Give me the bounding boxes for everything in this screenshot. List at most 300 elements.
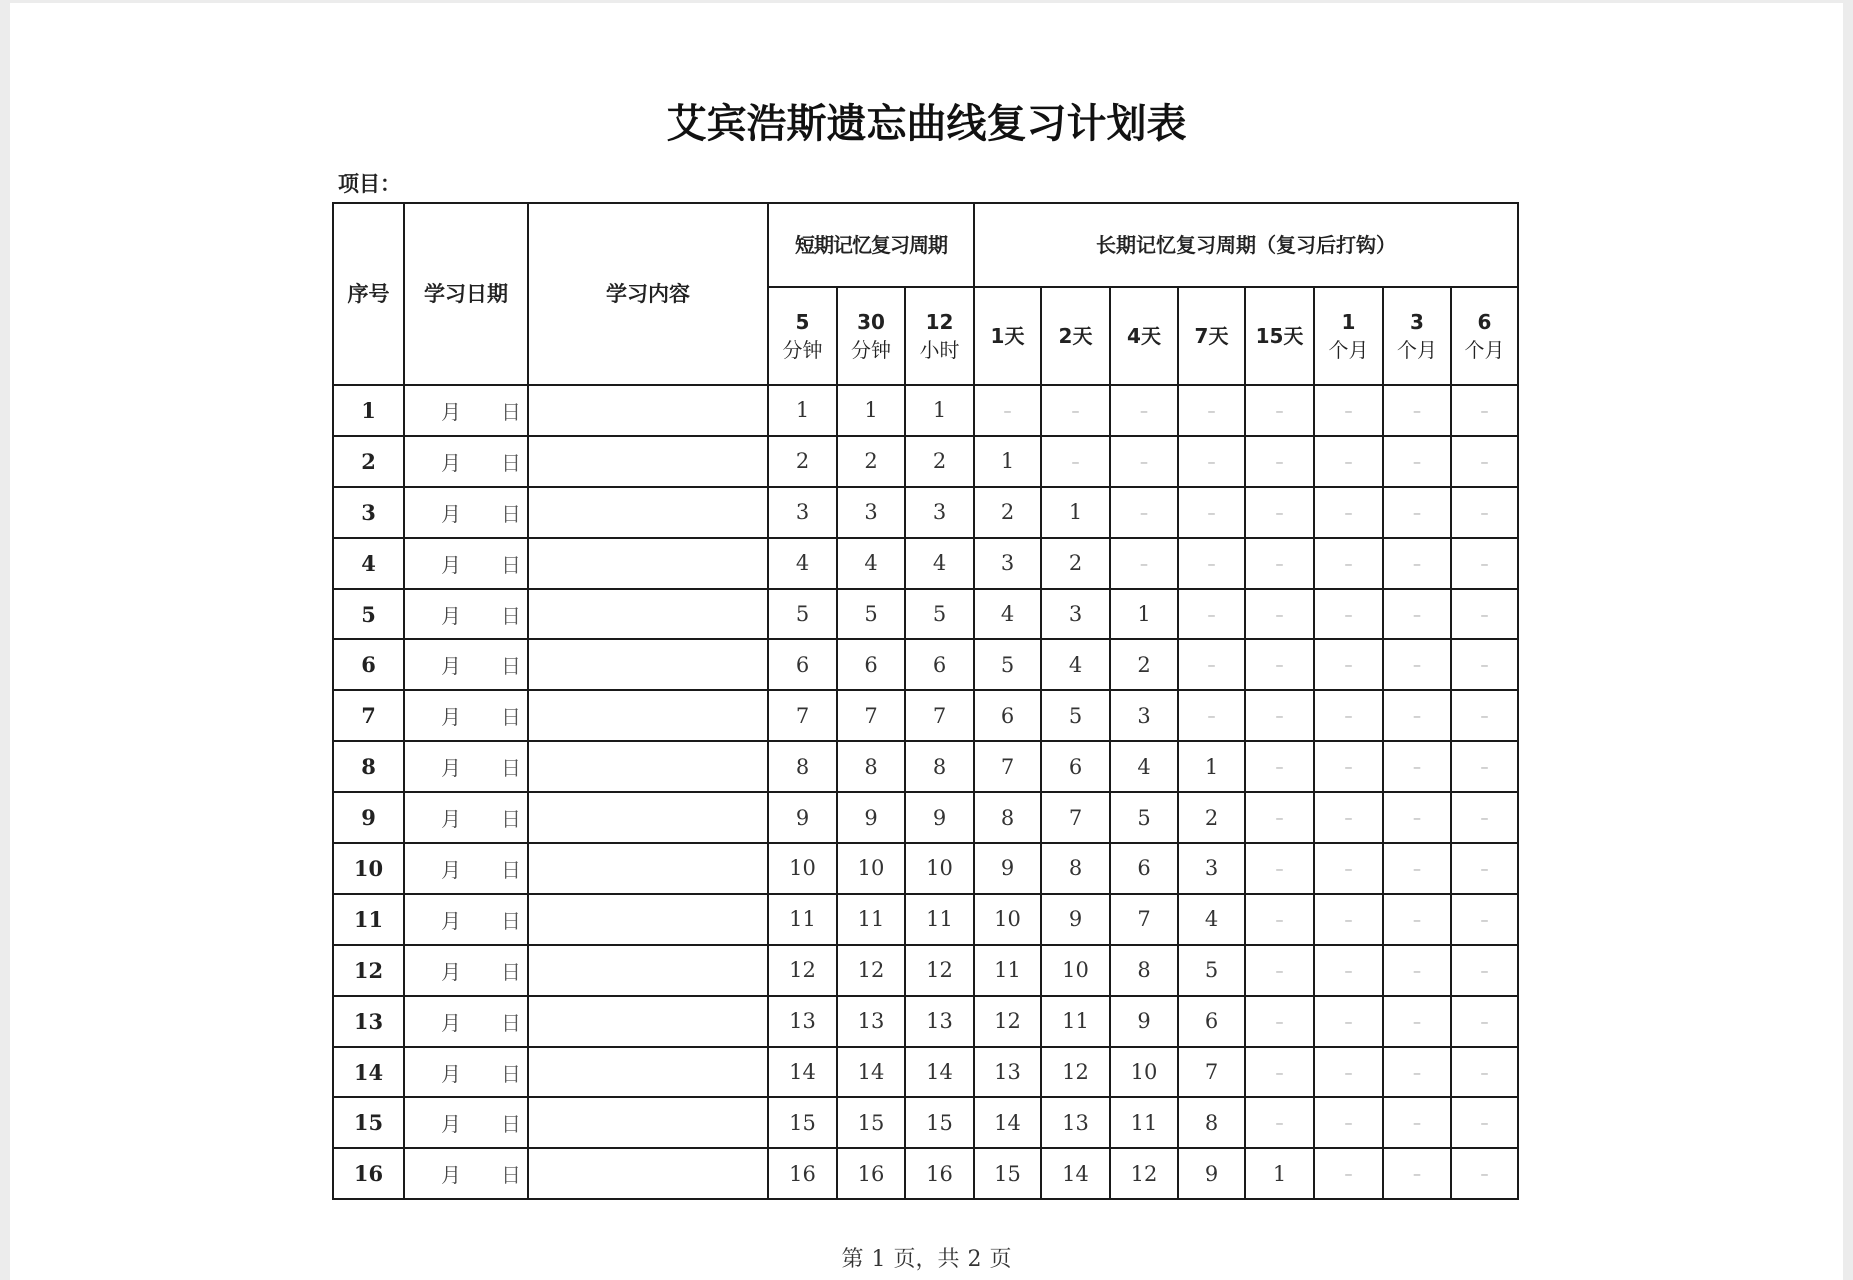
study-content-cell[interactable]	[528, 843, 768, 894]
table-row	[333, 538, 1518, 589]
review-cell[interactable]: 2	[1178, 792, 1245, 843]
review-cell[interactable]: –	[1314, 639, 1383, 690]
review-cell[interactable]: 5	[1178, 945, 1245, 996]
review-cell[interactable]: –	[1451, 436, 1518, 487]
month-label: 月	[441, 501, 461, 526]
review-cell[interactable]: –	[1314, 538, 1383, 589]
day-label: 日	[501, 654, 521, 679]
review-cell[interactable]: –	[1245, 639, 1314, 690]
study-date-cell[interactable]	[404, 1148, 528, 1199]
review-cell[interactable]: –	[1451, 538, 1518, 589]
study-date-cell[interactable]	[404, 589, 528, 640]
review-cell[interactable]: –	[1383, 1047, 1451, 1098]
study-date-cell[interactable]	[404, 690, 528, 741]
study-date-cell[interactable]	[404, 1097, 528, 1148]
day-label: 日	[501, 450, 521, 475]
review-cell[interactable]: 11	[974, 945, 1041, 996]
header-interval-long-term-cols-4	[1245, 287, 1314, 385]
review-cell[interactable]: –	[1451, 792, 1518, 843]
review-cell[interactable]: 10	[974, 894, 1041, 945]
review-cell[interactable]: –	[1451, 385, 1518, 436]
seq-cell: 9	[333, 792, 404, 843]
table-row	[333, 1047, 1518, 1098]
table-row	[333, 996, 1518, 1047]
page-mid: 页，共	[893, 1247, 960, 1272]
review-cell[interactable]: 2	[974, 487, 1041, 538]
table-row	[333, 1097, 1518, 1148]
seq-cell: 11	[333, 894, 404, 945]
interval-top: 6	[1477, 310, 1492, 334]
review-cell[interactable]: 10	[1110, 1047, 1178, 1098]
study-date-cell[interactable]	[404, 639, 528, 690]
review-cell: 8	[837, 741, 905, 792]
review-cell[interactable]: 8	[1041, 843, 1110, 894]
study-content-cell[interactable]	[528, 1047, 768, 1098]
study-date-cell[interactable]	[404, 792, 528, 843]
interval-bottom: 分钟	[851, 338, 891, 362]
review-cell: 4	[837, 538, 905, 589]
study-content-cell[interactable]	[528, 1097, 768, 1148]
review-cell[interactable]: 7	[1041, 792, 1110, 843]
table-row	[333, 945, 1518, 996]
review-cell[interactable]: –	[1110, 436, 1178, 487]
review-cell[interactable]: –	[1314, 741, 1383, 792]
header-seq: 序号	[333, 203, 404, 385]
review-cell: 9	[905, 792, 974, 843]
review-cell[interactable]: –	[1451, 1097, 1518, 1148]
review-cell[interactable]: –	[1451, 589, 1518, 640]
interval-bottom: 个月	[1397, 338, 1438, 362]
day-label: 日	[501, 959, 521, 984]
review-cell[interactable]: –	[1314, 436, 1383, 487]
month-label: 月	[441, 959, 461, 984]
review-cell[interactable]: –	[1314, 589, 1383, 640]
review-cell[interactable]: 1	[1110, 589, 1178, 640]
review-cell[interactable]: –	[1245, 996, 1314, 1047]
month-label: 月	[441, 908, 461, 933]
study-content-cell[interactable]	[528, 436, 768, 487]
review-cell[interactable]: 1	[974, 436, 1041, 487]
page-prefix: 第	[841, 1247, 864, 1272]
study-date-cell[interactable]	[404, 436, 528, 487]
review-cell: 6	[768, 639, 837, 690]
review-cell: 8	[768, 741, 837, 792]
review-cell[interactable]: 4	[1110, 741, 1178, 792]
header-interval-long-term-cols-2	[1110, 287, 1178, 385]
review-cell[interactable]: 10	[1041, 945, 1110, 996]
review-cell[interactable]: –	[1314, 385, 1383, 436]
review-cell[interactable]: –	[1245, 894, 1314, 945]
review-cell: 5	[837, 589, 905, 640]
page-indicator	[0, 1242, 1853, 1273]
review-cell[interactable]: –	[1383, 996, 1451, 1047]
month-label: 月	[441, 1010, 461, 1035]
project-label: 项目：	[338, 172, 401, 196]
review-cell: 15	[905, 1097, 974, 1148]
review-cell[interactable]: 1	[1041, 487, 1110, 538]
review-cell[interactable]: –	[1110, 385, 1178, 436]
review-cell[interactable]: –	[1245, 1097, 1314, 1148]
review-cell[interactable]: 1	[1245, 1148, 1314, 1199]
review-cell: 6	[837, 639, 905, 690]
seq-cell: 3	[333, 487, 404, 538]
study-content-cell[interactable]	[528, 538, 768, 589]
review-cell[interactable]: –	[1245, 385, 1314, 436]
seq-cell: 12	[333, 945, 404, 996]
header-interval-short-term-cols-2	[905, 287, 974, 385]
header-short-term-group: 短期记忆复习周期	[768, 203, 974, 287]
day-label: 日	[501, 1163, 521, 1188]
review-cell[interactable]: 12	[1041, 1047, 1110, 1098]
review-cell[interactable]: 11	[1110, 1097, 1178, 1148]
review-cell[interactable]: –	[1314, 487, 1383, 538]
review-cell: 13	[905, 996, 974, 1047]
review-cell: 11	[768, 894, 837, 945]
header-interval-short-term-cols-1	[837, 287, 905, 385]
review-cell: 1	[768, 385, 837, 436]
review-cell: 6	[905, 639, 974, 690]
review-cell: 7	[768, 690, 837, 741]
table-row	[333, 792, 1518, 843]
review-cell[interactable]: 6	[1041, 741, 1110, 792]
review-cell[interactable]: –	[1383, 741, 1451, 792]
seq-cell: 6	[333, 639, 404, 690]
review-cell[interactable]: 2	[1110, 639, 1178, 690]
day-label: 日	[501, 552, 521, 577]
day-label: 日	[501, 857, 521, 882]
interval-top: 4天	[1127, 324, 1161, 348]
review-cell: 5	[768, 589, 837, 640]
review-cell[interactable]: –	[1178, 639, 1245, 690]
review-cell[interactable]: 4	[974, 589, 1041, 640]
study-date-cell[interactable]	[404, 487, 528, 538]
day-label: 日	[501, 1010, 521, 1035]
review-cell[interactable]: –	[1314, 945, 1383, 996]
review-cell: 15	[768, 1097, 837, 1148]
review-cell[interactable]: 15	[974, 1148, 1041, 1199]
seq-cell: 16	[333, 1148, 404, 1199]
review-cell[interactable]: –	[1178, 589, 1245, 640]
month-label: 月	[441, 1112, 461, 1137]
study-date-cell[interactable]	[404, 945, 528, 996]
review-cell[interactable]: 4	[1178, 894, 1245, 945]
review-cell[interactable]: –	[1178, 436, 1245, 487]
header-interval-long-term-cols-1	[1041, 287, 1110, 385]
interval-top: 1天	[990, 324, 1025, 348]
review-cell[interactable]: –	[1178, 538, 1245, 589]
header-long-term-group: 长期记忆复习周期（复习后打钩）	[974, 203, 1518, 287]
month-label: 月	[441, 450, 461, 475]
interval-bottom: 个月	[1328, 338, 1369, 362]
review-cell[interactable]: 11	[1041, 996, 1110, 1047]
seq-cell: 8	[333, 741, 404, 792]
review-cell[interactable]: 13	[1041, 1097, 1110, 1148]
interval-top: 5	[795, 310, 810, 334]
header-study-date: 学习日期	[404, 203, 528, 385]
review-cell[interactable]: –	[1451, 741, 1518, 792]
interval-top: 3	[1410, 310, 1424, 334]
interval-top: 30	[857, 310, 885, 334]
review-cell[interactable]: 5	[1110, 792, 1178, 843]
table-row	[333, 741, 1518, 792]
review-cell[interactable]: –	[1383, 487, 1451, 538]
review-cell[interactable]: –	[1041, 436, 1110, 487]
review-cell: 16	[837, 1148, 905, 1199]
total-pages: 2	[967, 1247, 982, 1272]
review-cell[interactable]: –	[1451, 996, 1518, 1047]
header-interval-long-term-cols-7	[1451, 287, 1518, 385]
review-cell[interactable]: –	[1383, 589, 1451, 640]
review-cell[interactable]: –	[1451, 843, 1518, 894]
review-cell[interactable]: –	[1451, 487, 1518, 538]
review-cell[interactable]: –	[1245, 843, 1314, 894]
review-cell[interactable]: 9	[974, 843, 1041, 894]
review-cell: 14	[768, 1047, 837, 1098]
review-cell[interactable]: –	[1383, 690, 1451, 741]
review-cell[interactable]: 7	[974, 741, 1041, 792]
review-cell[interactable]: –	[1314, 792, 1383, 843]
study-content-cell[interactable]	[528, 945, 768, 996]
review-cell[interactable]: –	[1383, 792, 1451, 843]
review-cell[interactable]: –	[1314, 1097, 1383, 1148]
interval-top: 12	[925, 310, 954, 334]
review-cell[interactable]: –	[1245, 538, 1314, 589]
review-cell[interactable]: 5	[974, 639, 1041, 690]
review-cell: 3	[905, 487, 974, 538]
review-cell[interactable]: 1	[1178, 741, 1245, 792]
study-content-cell[interactable]	[528, 639, 768, 690]
review-cell[interactable]: 2	[1041, 538, 1110, 589]
seq-cell: 14	[333, 1047, 404, 1098]
review-cell[interactable]: –	[1383, 436, 1451, 487]
month-label: 月	[441, 1163, 461, 1188]
review-cell: 16	[905, 1148, 974, 1199]
review-cell[interactable]: 9	[1110, 996, 1178, 1047]
review-cell[interactable]: –	[1110, 538, 1178, 589]
study-date-cell[interactable]	[404, 894, 528, 945]
month-label: 月	[441, 552, 461, 577]
review-cell[interactable]: –	[1451, 1148, 1518, 1199]
review-cell[interactable]: –	[1451, 1047, 1518, 1098]
review-cell[interactable]: 8	[1110, 945, 1178, 996]
review-cell[interactable]: 3	[974, 538, 1041, 589]
review-cell[interactable]: 3	[1110, 690, 1178, 741]
interval-top: 1	[1341, 310, 1356, 334]
review-cell[interactable]: 3	[1041, 589, 1110, 640]
table-body	[333, 385, 1518, 1199]
review-cell[interactable]: –	[1383, 639, 1451, 690]
review-cell[interactable]: –	[1383, 894, 1451, 945]
review-cell[interactable]: –	[1383, 945, 1451, 996]
study-content-cell[interactable]	[528, 690, 768, 741]
table-row	[333, 385, 1518, 436]
review-cell[interactable]: –	[1245, 741, 1314, 792]
seq-cell: 13	[333, 996, 404, 1047]
seq-cell: 2	[333, 436, 404, 487]
header-interval-long-term-cols-6	[1383, 287, 1451, 385]
header-interval-long-term-cols-0	[974, 287, 1041, 385]
review-cell: 11	[905, 894, 974, 945]
review-cell[interactable]: –	[1110, 487, 1178, 538]
review-cell[interactable]: 6	[1110, 843, 1178, 894]
review-cell[interactable]: 5	[1041, 690, 1110, 741]
review-cell: 10	[905, 843, 974, 894]
review-cell[interactable]: –	[1383, 1097, 1451, 1148]
seq-cell: 5	[333, 589, 404, 640]
review-cell[interactable]: 8	[974, 792, 1041, 843]
seq-cell: 7	[333, 690, 404, 741]
study-content-cell[interactable]	[528, 741, 768, 792]
study-content-cell[interactable]	[528, 589, 768, 640]
study-date-cell[interactable]	[404, 385, 528, 436]
study-content-cell[interactable]	[528, 894, 768, 945]
review-cell: 7	[837, 690, 905, 741]
header-interval-long-term-cols-3	[1178, 287, 1245, 385]
review-cell[interactable]: –	[1178, 487, 1245, 538]
month-label: 月	[441, 654, 461, 679]
study-date-cell[interactable]	[404, 538, 528, 589]
review-cell[interactable]: –	[1245, 589, 1314, 640]
review-cell: 10	[837, 843, 905, 894]
study-date-cell[interactable]	[404, 741, 528, 792]
review-cell: 11	[837, 894, 905, 945]
seq-cell: 4	[333, 538, 404, 589]
month-label: 月	[441, 1061, 461, 1086]
review-cell: 13	[768, 996, 837, 1047]
seq-cell: 1	[333, 385, 404, 436]
review-cell[interactable]: –	[1451, 639, 1518, 690]
review-cell[interactable]: 9	[1041, 894, 1110, 945]
review-cell[interactable]: –	[1314, 1047, 1383, 1098]
review-cell[interactable]: 14	[974, 1097, 1041, 1148]
seq-cell: 15	[333, 1097, 404, 1148]
study-content-cell[interactable]	[528, 792, 768, 843]
study-date-cell[interactable]	[404, 1047, 528, 1098]
review-cell[interactable]: 12	[1110, 1148, 1178, 1199]
seq-cell: 10	[333, 843, 404, 894]
review-cell: 3	[768, 487, 837, 538]
month-label: 月	[441, 857, 461, 882]
review-cell[interactable]: –	[1383, 538, 1451, 589]
interval-bottom: 个月	[1464, 338, 1505, 362]
review-cell: 14	[905, 1047, 974, 1098]
review-cell[interactable]: 3	[1178, 843, 1245, 894]
day-label: 日	[501, 705, 521, 730]
review-cell[interactable]: –	[974, 385, 1041, 436]
study-content-cell[interactable]	[528, 487, 768, 538]
current-page: 1	[871, 1247, 886, 1272]
review-cell[interactable]: –	[1245, 487, 1314, 538]
day-label: 日	[501, 908, 521, 933]
review-cell: 2	[905, 436, 974, 487]
review-cell: 9	[837, 792, 905, 843]
interval-top: 7天	[1194, 324, 1229, 348]
month-label: 月	[441, 807, 461, 832]
review-cell: 1	[837, 385, 905, 436]
review-cell[interactable]: –	[1178, 690, 1245, 741]
day-label: 日	[501, 1061, 521, 1086]
interval-top: 2天	[1058, 324, 1093, 348]
review-cell[interactable]: –	[1451, 945, 1518, 996]
day-label: 日	[501, 603, 521, 628]
interval-bottom: 小时	[919, 338, 960, 362]
review-schedule-table	[332, 202, 1519, 1200]
day-label: 日	[501, 1112, 521, 1137]
review-cell[interactable]: 12	[974, 996, 1041, 1047]
review-cell[interactable]: 13	[974, 1047, 1041, 1098]
review-cell[interactable]: –	[1383, 843, 1451, 894]
page-title: 艾宾浩斯遗忘曲线复习计划表	[666, 101, 1187, 147]
review-cell[interactable]: –	[1245, 690, 1314, 741]
review-cell: 4	[768, 538, 837, 589]
review-cell: 4	[905, 538, 974, 589]
review-cell: 14	[837, 1047, 905, 1098]
day-label: 日	[501, 501, 521, 526]
review-cell[interactable]: –	[1314, 1148, 1383, 1199]
study-content-cell[interactable]	[528, 996, 768, 1047]
review-cell: 15	[837, 1097, 905, 1148]
table-row	[333, 894, 1518, 945]
review-cell: 9	[768, 792, 837, 843]
review-cell[interactable]: –	[1383, 1148, 1451, 1199]
review-cell[interactable]: –	[1314, 996, 1383, 1047]
review-cell[interactable]: –	[1245, 792, 1314, 843]
table-row	[333, 690, 1518, 741]
review-cell[interactable]: 6	[974, 690, 1041, 741]
review-cell[interactable]: 4	[1041, 639, 1110, 690]
review-cell[interactable]: –	[1314, 894, 1383, 945]
review-cell: 10	[768, 843, 837, 894]
interval-top: 15天	[1255, 324, 1304, 348]
review-cell[interactable]: –	[1314, 690, 1383, 741]
month-label: 月	[441, 756, 461, 781]
month-label: 月	[441, 705, 461, 730]
review-cell: 7	[905, 690, 974, 741]
interval-bottom: 分钟	[782, 338, 823, 362]
table-row	[333, 487, 1518, 538]
review-cell[interactable]: –	[1041, 385, 1110, 436]
review-cell[interactable]: –	[1314, 843, 1383, 894]
header-study-content: 学习内容	[528, 203, 768, 385]
study-content-cell[interactable]	[528, 1148, 768, 1199]
review-cell[interactable]: –	[1383, 385, 1451, 436]
review-cell[interactable]: 14	[1041, 1148, 1110, 1199]
study-date-cell[interactable]	[404, 996, 528, 1047]
review-cell[interactable]: –	[1451, 690, 1518, 741]
review-cell[interactable]: 9	[1178, 1148, 1245, 1199]
review-cell[interactable]: –	[1451, 894, 1518, 945]
review-cell[interactable]: 7	[1178, 1047, 1245, 1098]
table-row	[333, 639, 1518, 690]
review-cell[interactable]: 6	[1178, 996, 1245, 1047]
review-cell: 2	[837, 436, 905, 487]
day-label: 日	[501, 807, 521, 832]
review-cell[interactable]: –	[1245, 945, 1314, 996]
table-row	[333, 843, 1518, 894]
review-cell: 2	[768, 436, 837, 487]
table-row	[333, 436, 1518, 487]
review-cell: 13	[837, 996, 905, 1047]
review-cell[interactable]: 7	[1110, 894, 1178, 945]
table-row	[333, 589, 1518, 640]
review-cell[interactable]: 8	[1178, 1097, 1245, 1148]
review-cell[interactable]: –	[1178, 385, 1245, 436]
review-cell[interactable]: –	[1245, 1047, 1314, 1098]
day-label: 日	[501, 399, 521, 424]
study-content-cell[interactable]	[528, 385, 768, 436]
study-date-cell[interactable]	[404, 843, 528, 894]
review-cell[interactable]: –	[1245, 436, 1314, 487]
